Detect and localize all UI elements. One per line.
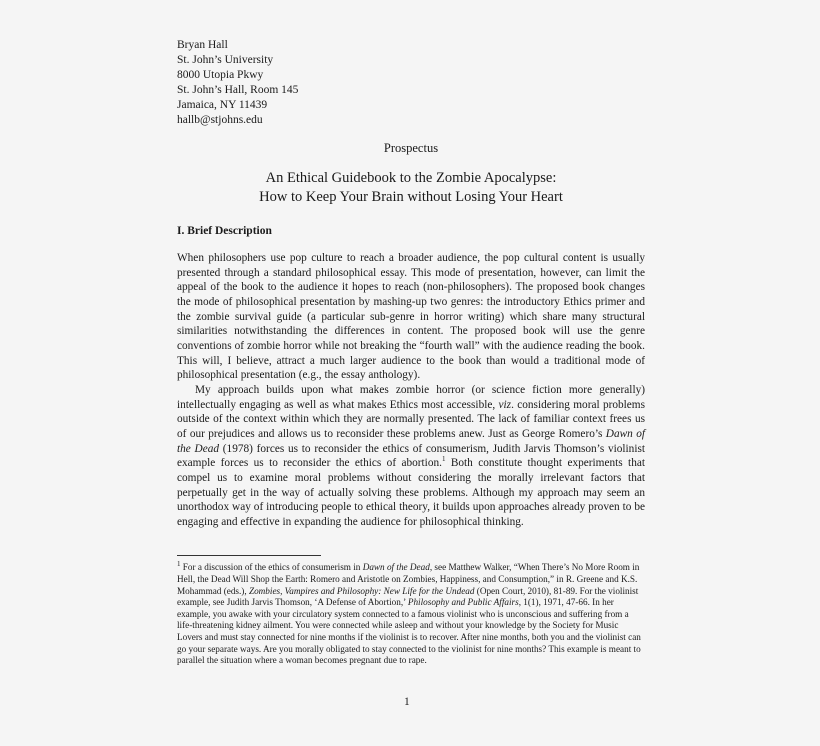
paragraph-2-part-b: . considering moral problems outside of the context within which they are normally presented. The lack of familiar context frees us of our prejudices and allows us to reconsider these problems anew. Just as George Romero’s [177, 398, 645, 440]
title-line-2: How to Keep Your Brain without Losing Your Heart [259, 189, 563, 205]
author-street: 8000 Utopia Pkwy [177, 69, 264, 81]
page-content [177, 38, 645, 667]
author-email: hallb@stjohns.edu [177, 114, 263, 126]
footnote-reference[interactable]: 1 [441, 455, 446, 464]
footnote-journal-title: Philosophy and Public Affairs [407, 597, 519, 608]
footnote-film-title: Dawn of the Dead [362, 562, 430, 573]
document-title [177, 169, 645, 207]
footnote [177, 562, 645, 666]
footnote-number: 1 [177, 560, 181, 569]
footnote-divider [177, 555, 321, 556]
author-name: Bryan Hall [177, 39, 228, 51]
footnote-part-c: (Open Court, 2010), 81-89. For the violinist example, see Judith Jarvis Thomson, ‘A Defense of Abortion,’ [177, 585, 639, 608]
author-address-block [177, 38, 645, 128]
section-body [177, 251, 645, 529]
paragraph-2 [177, 383, 645, 530]
paragraph-2-part-c: (1978) forces us to reconsider the ethics of consumerism, Judith Jarvis Thomson’s violinist example forces us to reconsider the ethics of abortion. [177, 442, 645, 470]
footnote-part-d: , 1(1), 1971, 47-66. In her example, you awake with your circulatory system connected to a famous violinist who is unconscious and suffering from a life-threatening kidney ailment. You were connected while asleep and without your knowledge by the Society for Music Lovers and must stay connected for nine months if the violinist is to recover. After nine months, both you and the violinist can go your separate ways. Are you morally obligated to stay connected to the violinist for nine months? This example is meant to parallel the situation where a woman becomes pregnant due to rape. [177, 597, 641, 666]
paragraph-1: When philosophers use pop culture to reach a broader audience, the pop cultural content is usually presented through a standard philosophical essay. This mode of presentation, however, can limit the appeal of the book to the audience it hopes to reach (non-philosophers). The proposed book changes the mode of philosophical presentation by mashing-up two genres: the introductory Ethics primer and the zombie survival guide (a particular sub-genre in horror writing) which share many structural similarities notwithstanding the differences in content. The proposed book will use the genre conventions of zombie horror while not breaking the “fourth wall” with the audience reading the book. This will, I believe, attract a much larger audience to the book than would a traditional mode of philosophical presentation (e.g., the essay anthology). [177, 252, 645, 382]
paragraph-2-part-d: Both constitute thought experiments that compel us to examine moral problems without considering the morally irrelevant factors that perpetually get in the way of actually solving these problems. Although my approach may seem an unorthodox way of introducing people to ethical theory, it builds upon approaches already proven to be engaging and effective in expanding the audience for philosophical thinking. [177, 457, 645, 528]
footnote-part-a: For a discussion of the ethics of consumerism in [180, 562, 363, 573]
page-number: 1 [404, 696, 410, 708]
footnote-part-b: , see Matthew Walker, “When There’s No More Room in Hell, the Dead Will Shop the Earth: Romero and Aristotle on Zombies, Happiness, and Consumption,” in R. Greene and K.S. Mohammad (eds.), [177, 562, 640, 596]
author-building: St. John’s Hall, Room 145 [177, 84, 299, 96]
author-university: St. John’s University [177, 54, 274, 66]
film-title: Dawn of the Dead [177, 427, 645, 455]
viz-term: viz [498, 398, 512, 411]
section-heading: I. Brief Description [177, 225, 272, 237]
prospectus-heading: Prospectus [383, 141, 439, 155]
author-city: Jamaica, NY 11439 [177, 99, 268, 111]
paragraph-2-part-a: My approach builds upon what makes zombie horror (or science fiction more generally) intellectually engaging as well as what makes Ethics most accessible, [177, 383, 645, 411]
title-line-1: An Ethical Guidebook to the Zombie Apocalypse: [265, 170, 557, 186]
footnote-book-title: Zombies, Vampires and Philosophy: New Life for the Undead [248, 585, 475, 596]
